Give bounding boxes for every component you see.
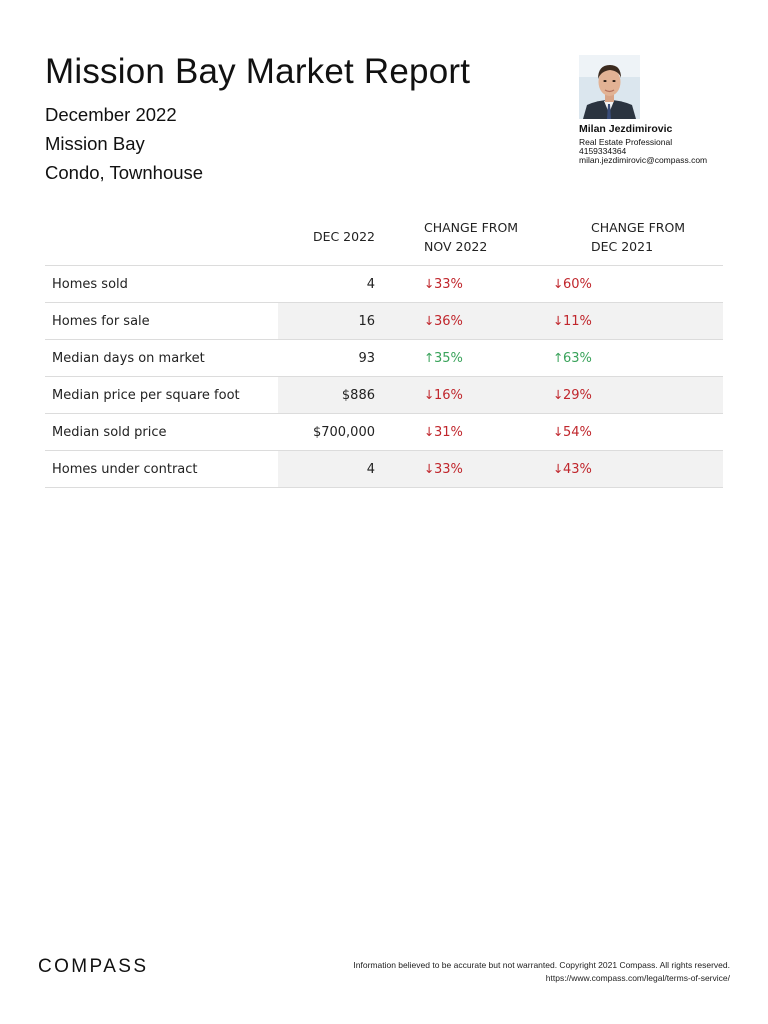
agent-name: Milan Jezdimirovic (579, 123, 673, 135)
metric-label: Median days on market (45, 340, 278, 377)
report-date: December 2022 (45, 104, 177, 125)
metric-label: Homes for sale (45, 303, 278, 340)
change-percent: 31% (434, 425, 463, 440)
change-from-previous-year (553, 266, 723, 303)
arrow-down-icon: ↓ (424, 461, 435, 476)
agent-phone[interactable]: 4159334364 (579, 146, 627, 156)
column-header-current: DEC 2022 (278, 208, 384, 266)
column-header-metric (45, 208, 278, 266)
change-percent: 29% (563, 388, 592, 403)
change-indicator (424, 351, 463, 366)
change-percent: 35% (434, 351, 463, 366)
change-indicator (424, 277, 463, 292)
change-from-previous-year (553, 414, 723, 451)
change-from-previous-year (553, 377, 723, 414)
report-property-type: Condo, Townhouse (45, 162, 204, 183)
change-from-previous-year (553, 340, 723, 377)
terms-link[interactable]: https://www.compass.com/legal/terms-of-service/ (545, 973, 730, 983)
arrow-up-icon: ↑ (424, 350, 435, 365)
arrow-down-icon: ↓ (424, 313, 435, 328)
metric-label: Median price per square foot (45, 377, 278, 414)
metric-label: Homes sold (45, 266, 278, 303)
change-indicator (553, 462, 592, 477)
report-title: Mission Bay Market Report (45, 52, 471, 91)
change-indicator (553, 425, 592, 440)
change-indicator (424, 462, 463, 477)
arrow-down-icon: ↓ (553, 424, 564, 439)
arrow-down-icon: ↓ (424, 424, 435, 439)
market-stats-table (45, 208, 723, 488)
change-from-previous-month (384, 266, 553, 303)
agent-role: Real Estate Professional (579, 137, 673, 147)
metric-label: Homes under contract (45, 451, 278, 488)
change-percent: 63% (563, 351, 592, 366)
table-body (45, 266, 723, 488)
arrow-down-icon: ↓ (553, 387, 564, 402)
metric-value: 4 (278, 266, 384, 303)
metric-label: Median sold price (45, 414, 278, 451)
agent-photo (579, 55, 640, 119)
change-indicator (424, 388, 463, 403)
report-area: Mission Bay (45, 133, 145, 154)
change-indicator (553, 388, 592, 403)
disclaimer: Information believed to be accurate but not warranted. Copyright 2021 Compass. All rights reserved. (353, 960, 730, 970)
change-from-previous-month (384, 340, 553, 377)
metric-value: $886 (278, 377, 384, 414)
change-percent: 33% (434, 462, 463, 477)
change-percent: 33% (434, 277, 463, 292)
change-percent: 11% (563, 314, 592, 329)
change-percent: 16% (434, 388, 463, 403)
brand-text: COMPASS (38, 956, 149, 977)
arrow-down-icon: ↓ (553, 313, 564, 328)
change-from-previous-month (384, 377, 553, 414)
metric-value: 93 (278, 340, 384, 377)
compass-logo (38, 956, 148, 978)
change-indicator (424, 314, 463, 329)
table-row (45, 303, 723, 340)
table-header-row (45, 208, 723, 266)
change-from-previous-year (553, 303, 723, 340)
arrow-down-icon: ↓ (553, 461, 564, 476)
change-from-previous-year (553, 451, 723, 488)
change-percent: 60% (563, 277, 592, 292)
change-from-previous-month (384, 451, 553, 488)
table-row (45, 451, 723, 488)
table-row (45, 377, 723, 414)
metric-value: $700,000 (278, 414, 384, 451)
arrow-down-icon: ↓ (424, 276, 435, 291)
change-indicator (553, 314, 592, 329)
change-indicator (553, 351, 592, 366)
arrow-down-icon: ↓ (553, 276, 564, 291)
metric-value: 4 (278, 451, 384, 488)
agent-email[interactable]: milan.jezdimirovic@compass.com (579, 155, 708, 165)
table-row (45, 340, 723, 377)
change-percent: 54% (563, 425, 592, 440)
change-from-previous-month (384, 303, 553, 340)
arrow-down-icon: ↓ (424, 387, 435, 402)
change-percent: 43% (563, 462, 592, 477)
change-indicator (553, 277, 592, 292)
change-percent: 36% (434, 314, 463, 329)
metric-value: 16 (278, 303, 384, 340)
change-indicator (424, 425, 463, 440)
table-row (45, 414, 723, 451)
column-header-change-month: CHANGE FROM NOV 2022 (384, 208, 553, 266)
change-from-previous-month (384, 414, 553, 451)
column-header-change-year: CHANGE FROM DEC 2021 (553, 208, 723, 266)
arrow-up-icon: ↑ (553, 350, 564, 365)
table-row (45, 266, 723, 303)
